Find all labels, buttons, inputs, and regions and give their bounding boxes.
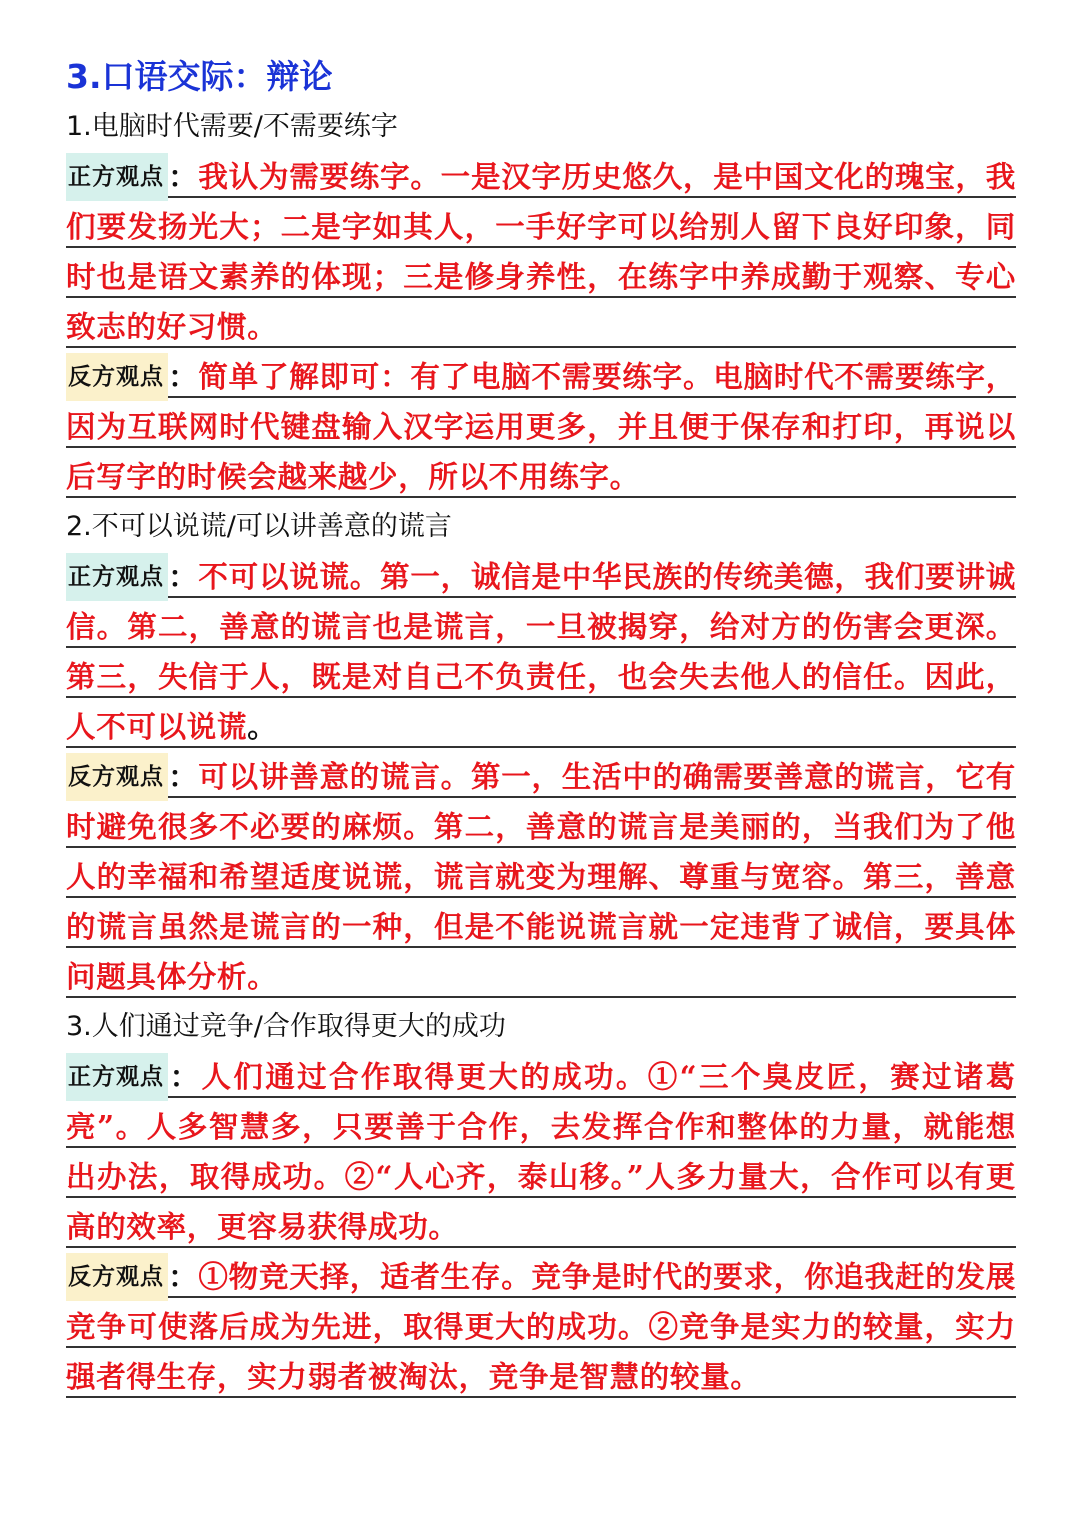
pro-label: 正方观点 <box>66 553 168 601</box>
debate-block-2 <box>66 502 1016 1002</box>
colon: ： <box>168 1259 199 1294</box>
con-argument <box>66 352 1016 502</box>
pro-argument <box>66 1052 1016 1252</box>
pro-argument <box>66 152 1016 352</box>
pro-label: 正方观点 <box>66 153 168 201</box>
con-label: 反方观点 <box>66 1253 168 1301</box>
con-label: 反方观点 <box>66 753 168 801</box>
debate-block-1 <box>66 102 1016 502</box>
debate-topic: 1.电脑时代需要/不需要练字 <box>66 111 398 142</box>
pro-argument-text: 不可以说谎。第一，诚信是中华民族的传统美德，我们要讲诚信。第二，善意的谎言也是谎言，一旦被揭穿，给对方的伤害会更深。第三，失信于人，既是对自己不负责任，也会失去他人的信任。因此，人不可以说谎 <box>66 559 1016 744</box>
pro-label: 正方观点 <box>66 1053 168 1101</box>
colon: ： <box>168 1059 202 1094</box>
con-argument <box>66 1252 1016 1402</box>
debate-topic: 3.人们通过竞争/合作取得更大的成功 <box>66 1011 506 1042</box>
con-label: 反方观点 <box>66 353 168 401</box>
con-argument-text: 可以讲善意的谎言。第一，生活中的确需要善意的谎言，它有时避免很多不必要的麻烦。第二，善意的谎言是美丽的，当我们为了他人的幸福和希望适度说谎，谎言就变为理解、尊重与宽容。第三，善意的谎言虽然是谎言的一种，但是不能说谎言就一定违背了诚信，要具体问题具体分析。 <box>66 759 1016 994</box>
colon: ： <box>168 559 199 594</box>
pro-argument-text: 人们通过合作取得更大的成功。①“三个臭皮匠，赛过诸葛亮”。人多智慧多，只要善于合作，去发挥合作和整体的力量，就能想出办法，取得成功。②“人心齐，泰山移。”人多力量大，合作可以有更高的效率，更容易获得成功。 <box>66 1059 1016 1244</box>
con-argument-text: ①物竞天择，适者生存。竞争是时代的要求，你追我赶的发展竞争可使落后成为先进，取得更大的成功。②竞争是实力的较量，实力强者得生存，实力弱者被淘汰，竞争是智慧的较量。 <box>66 1259 1016 1394</box>
section-title: 3.口语交际：辩论 <box>66 57 333 96</box>
colon: ： <box>168 759 199 794</box>
colon: ： <box>168 359 199 394</box>
pro-argument-text: 我认为需要练字。一是汉字历史悠久，是中国文化的瑰宝，我们要发扬光大；二是字如其人，一手好字可以给别人留下良好印象，同时也是语文素养的体现；三是修身养性，在练字中养成勤于观察、专心致志的好习惯。 <box>66 159 1016 344</box>
trailing-period: 。 <box>247 709 278 744</box>
con-argument <box>66 752 1016 1002</box>
pro-argument <box>66 552 1016 752</box>
debate-block-3 <box>66 1002 1016 1402</box>
debate-topic: 2.不可以说谎/可以讲善意的谎言 <box>66 511 452 542</box>
colon: ： <box>168 159 199 194</box>
con-argument-text: 简单了解即可：有了电脑不需要练字。电脑时代不需要练字，因为互联网时代键盘输入汉字运用更多，并且便于保存和打印，再说以后写字的时候会越来越少，所以不用练字。 <box>66 359 1016 494</box>
worksheet-page <box>66 52 1016 1402</box>
